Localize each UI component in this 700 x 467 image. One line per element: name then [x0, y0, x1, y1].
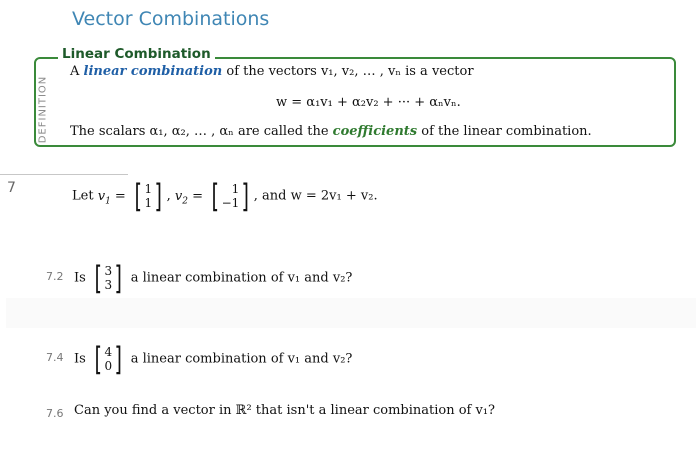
- answer-space: [6, 298, 696, 328]
- definition-line-1: A linear combination of the vectors v₁, v₂, … , vₙ is a vector: [70, 64, 474, 79]
- question-number: 7.2: [46, 270, 64, 283]
- matrix-v1: [ 1 1 ]: [134, 177, 163, 215]
- matrix-q74: [ 4 0 ]: [94, 340, 123, 378]
- definition-equation: w = α₁v₁ + α₂v₂ + ··· + αₙvₙ.: [276, 95, 461, 110]
- term-coefficients: coefficients: [332, 124, 418, 139]
- section-divider: [0, 174, 128, 175]
- question-number: 7.4: [46, 351, 64, 364]
- definition-line-3: The scalars α₁, α₂, … , αₙ are called the coefficients of the linear combination.: [70, 124, 592, 139]
- question-7-2: Is [ 3 3 ] a linear combination of v₁ and v₂?: [74, 259, 353, 297]
- question-7-4: Is [ 4 0 ] a linear combination of v₁ and v₂?: [74, 340, 353, 378]
- definition-tag: DEFINITION: [37, 75, 49, 144]
- problem-statement: Let $v_1$ = [ 1 1 ] , $v_2$ = [ 1 −1 ] , and w = 2v₁ + v₂.: [72, 177, 378, 215]
- page-title: Vector Combinations: [72, 8, 270, 30]
- matrix-q72: [ 3 3 ]: [94, 259, 123, 297]
- definition-heading: Linear Combination: [58, 46, 215, 62]
- matrix-v2: [ 1 −1 ]: [211, 177, 250, 215]
- question-7-6: Can you find a vector in ℝ² that isn't a linear combination of v₁?: [74, 403, 496, 418]
- problem-number: 7: [7, 180, 16, 196]
- question-number: 7.6: [46, 407, 64, 420]
- term-linear-combination: linear combination: [83, 64, 223, 79]
